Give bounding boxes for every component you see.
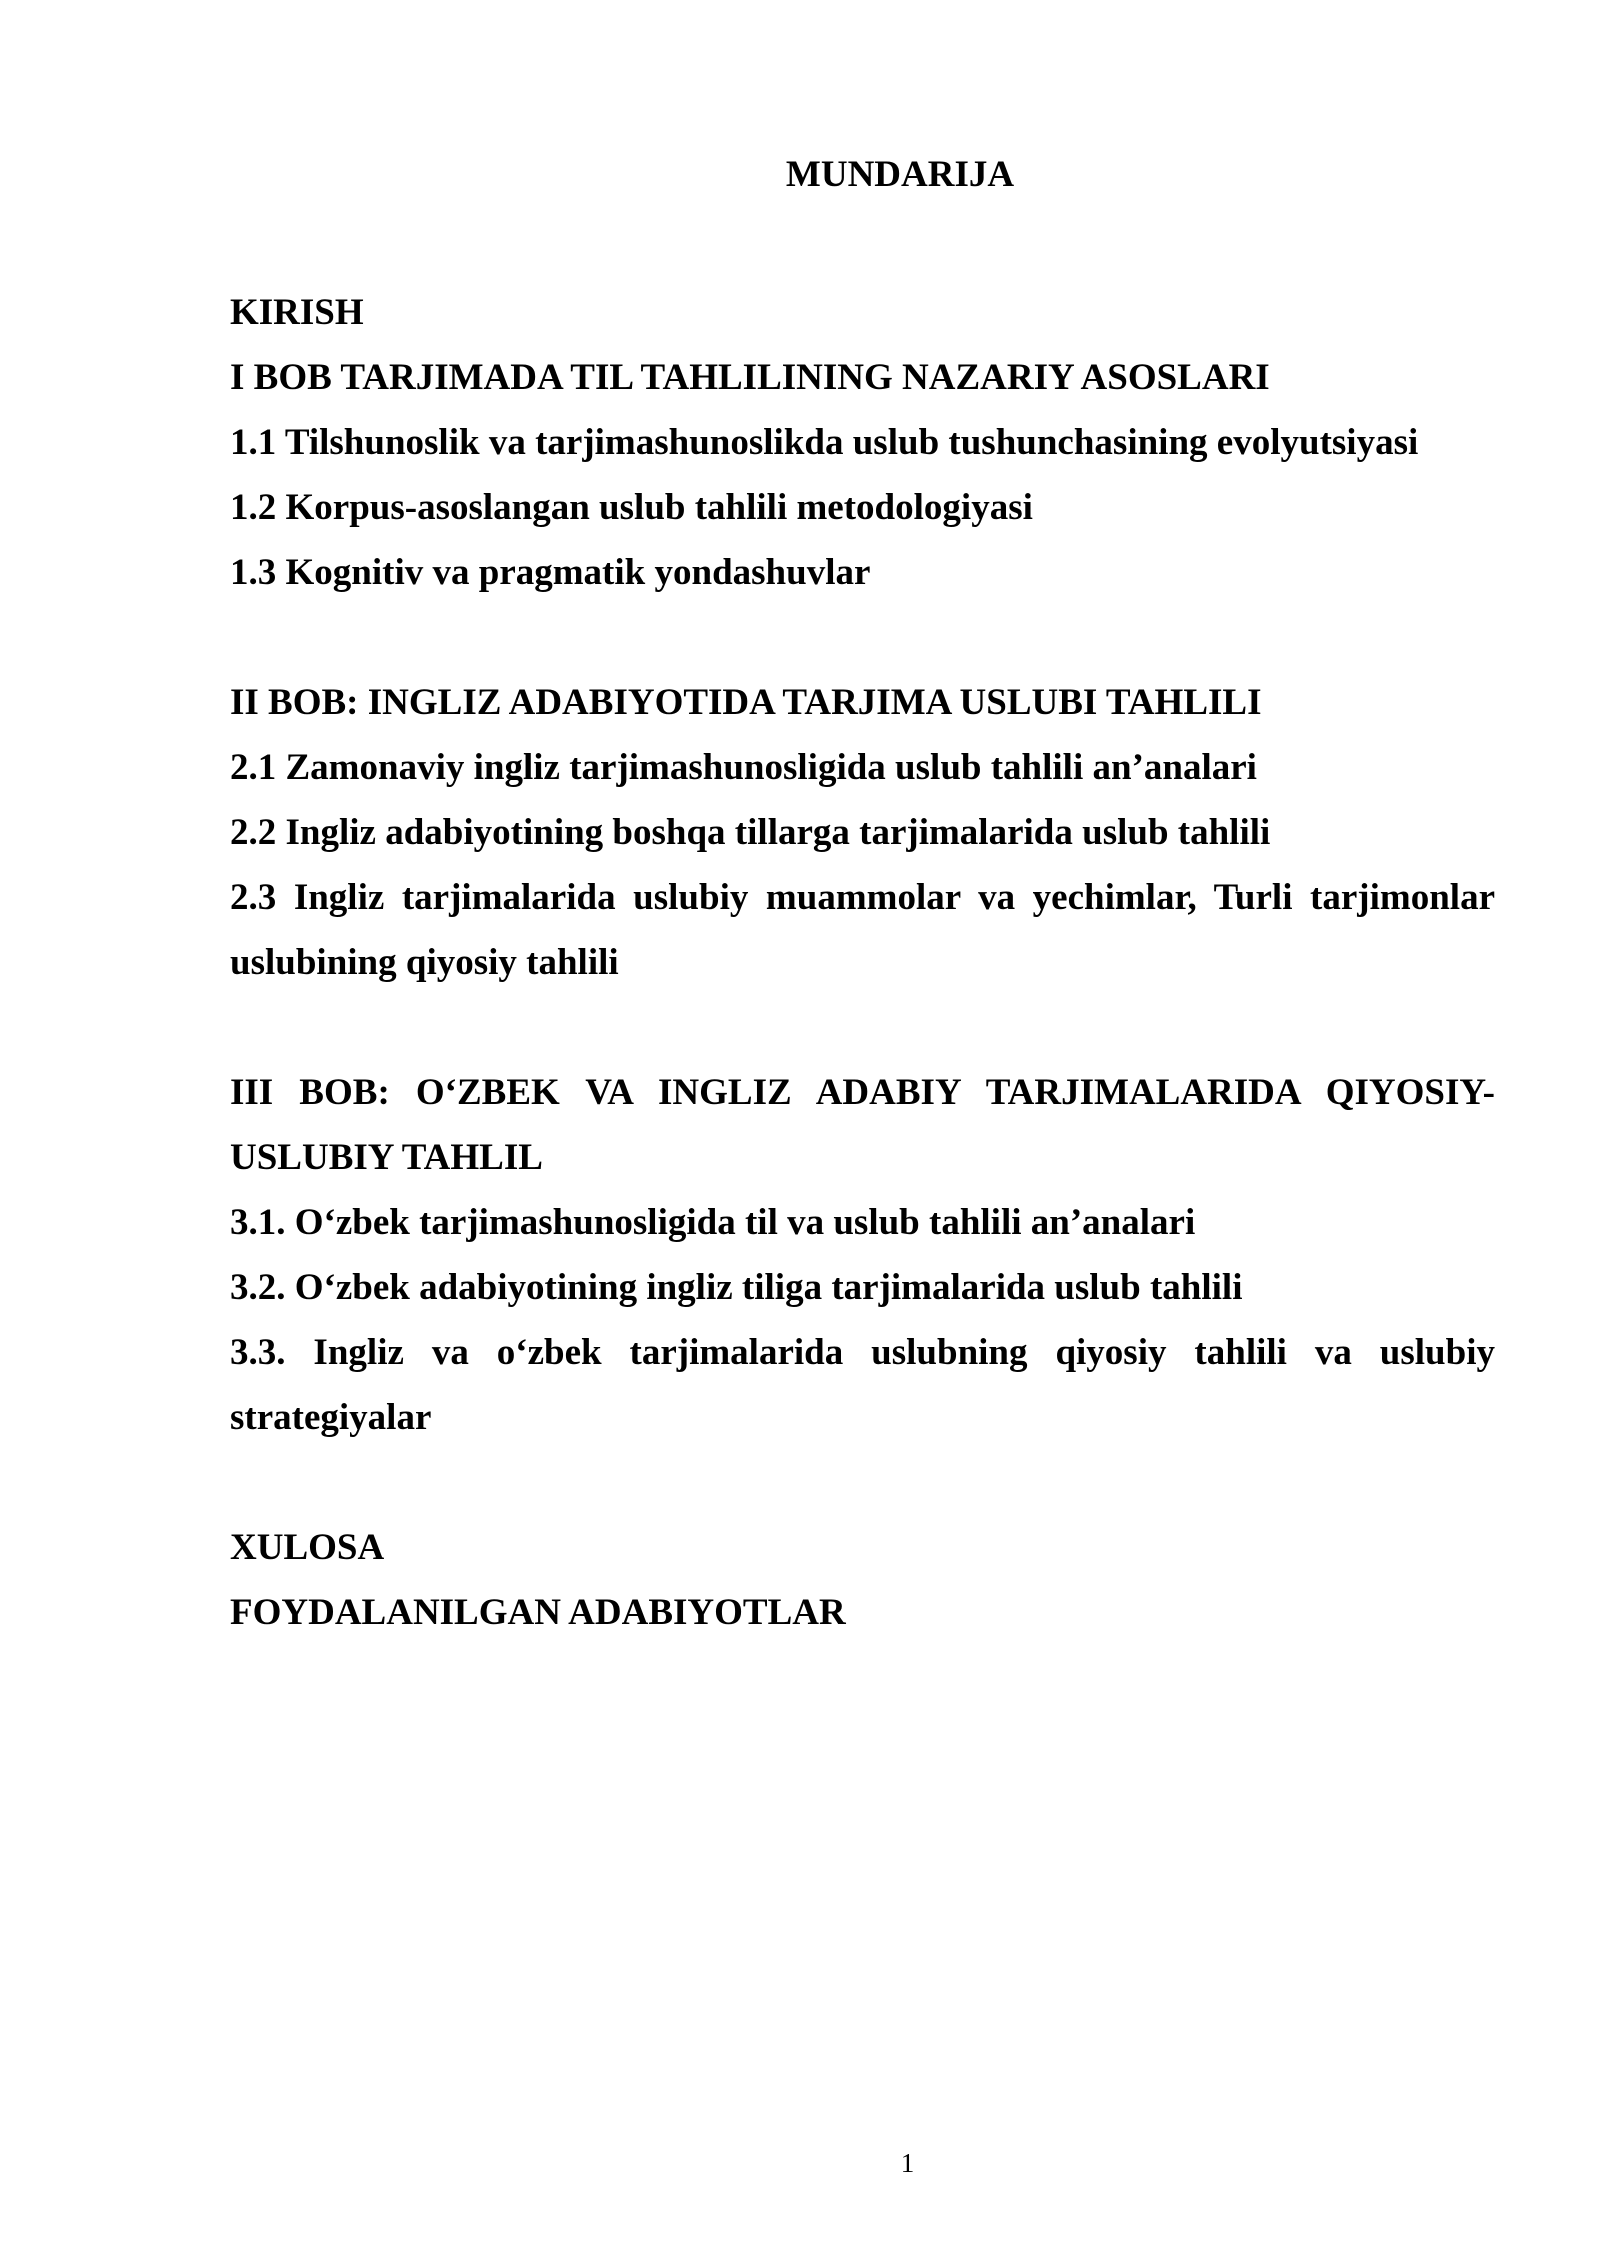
section-1-3: 1.3 Kognitiv va pragmatik yondashuvlar (230, 552, 871, 593)
toc-entry-conclusion: XULOSA (230, 1527, 385, 1568)
page-number: 1 (900, 2148, 915, 2178)
spacer (230, 605, 1495, 670)
toc-entry-intro: KIRISH (230, 292, 364, 333)
section-3-1: 3.1. O‘zbek tarjimashunosligida til va uslub tahlili an’analari (230, 1202, 1196, 1243)
section-1-1: 1.1 Tilshunoslik va tarjimashunoslikda uslub tushunchasining evolyutsiyasi (230, 422, 1419, 463)
section-2-3: 2.3 Ingliz tarjimalarida uslubiy muammolar va yechimlar, Turli tarjimonlar uslubining qiyosiy tahlili (230, 877, 1495, 983)
spacer (230, 995, 1495, 1060)
chapter-3-heading: III BOB: O‘ZBEK VA INGLIZ ADABIY TARJIMALARIDA QIYOSIY-USLUBIY TAHLIL (230, 1072, 1495, 1178)
page-title: MUNDARIJA (785, 154, 1015, 195)
spacer (230, 1450, 1495, 1515)
chapter-2-heading: II BOB: INGLIZ ADABIYOTIDA TARJIMA USLUBI TAHLILI (230, 682, 1262, 723)
section-3-3: 3.3. Ingliz va o‘zbek tarjimalarida uslubning qiyosiy tahlili va uslubiy strategiyalar (230, 1332, 1495, 1438)
table-of-contents (230, 280, 1495, 1645)
section-2-1: 2.1 Zamonaviy ingliz tarjimashunosligida uslub tahlili an’analari (230, 747, 1257, 788)
section-3-2: 3.2. O‘zbek adabiyotining ingliz tiliga tarjimalarida uslub tahlili (230, 1267, 1243, 1308)
section-1-2: 1.2 Korpus-asoslangan uslub tahlili metodologiyasi (230, 487, 1033, 528)
section-2-2: 2.2 Ingliz adabiyotining boshqa tillarga tarjimalarida uslub tahlili (230, 812, 1271, 853)
chapter-1-heading: I BOB TARJIMADA TIL TAHLILINING NAZARIY ASOSLARI (230, 357, 1270, 398)
toc-entry-references: FOYDALANILGAN ADABIYOTLAR (230, 1592, 846, 1633)
